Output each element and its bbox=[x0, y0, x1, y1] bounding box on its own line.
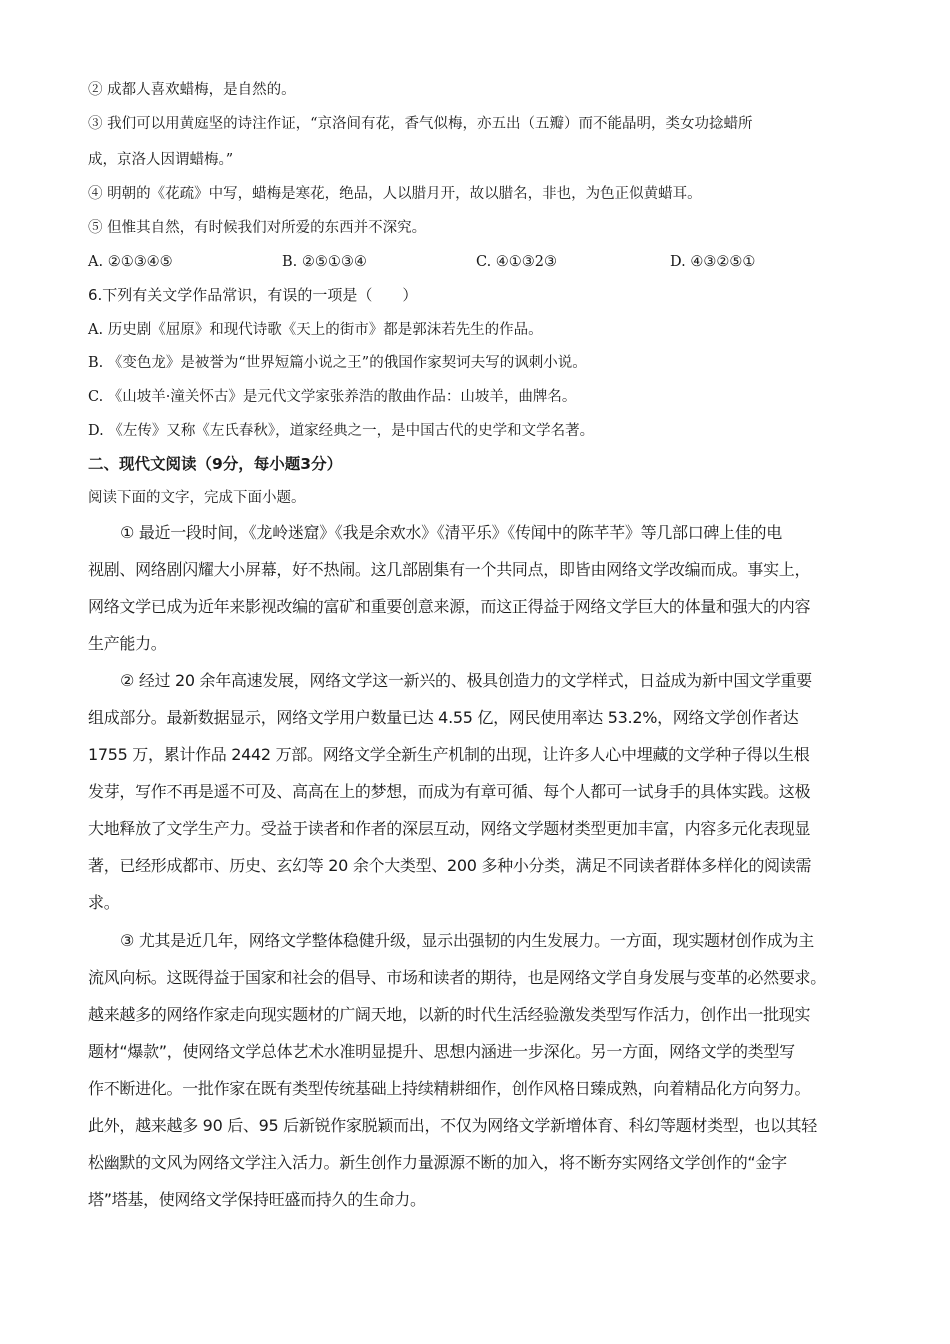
paragraph-line: 流风向标。这既得益于国家和社会的倡导、市场和读者的期待，也是网络文学自身发展与变革的必然要求。 bbox=[88, 968, 826, 987]
paragraph-line: 著，已经形成都市、历史、玄幻等 20 余个大类型、200 多种小分类，满足不同读者群体多样化的阅读需 bbox=[88, 856, 812, 875]
paragraph-line: 求。 bbox=[88, 893, 120, 912]
paragraph-line: 视剧、网络剧闪耀大小屏幕，好不热闹。这几部剧集有一个共同点，即皆由网络文学改编而成。事实上， bbox=[88, 560, 811, 579]
paragraph-line: 发芽，写作不再是遥不可及、高高在上的梦想，而成为有章可循、每个人都可一试身手的具体实践。这极 bbox=[88, 782, 811, 801]
paragraph-line: 1755 万，累计作品 2442 万部。网络文学全新生产机制的出现，让许多人心中埋藏的文学种子得以生根 bbox=[88, 745, 810, 764]
paragraph-line: 生产能力。 bbox=[88, 634, 167, 653]
reading-instruction: 阅读下面的文字，完成下面小题。 bbox=[88, 490, 306, 506]
paragraph-line: 松幽默的文风为网络文学注入活力。新生创作力量源源不断的加入，将不断夯实网络文学创作的“金字 bbox=[88, 1153, 787, 1172]
sentence-5: ⑤ 但惟其自然，有时候我们对所爱的东西并不深究。 bbox=[88, 220, 427, 236]
sentence-4: ④ 明朝的《花疏》中写，蜡梅是寒花，绝品，人以腊月开，故以腊名，非也，为色正似黄蜡耳。 bbox=[88, 186, 702, 202]
paragraph-line: 作不断进化。一批作家在既有类型传统基础上持续精耕细作，创作风格日臻成熟，向着精品化方向努力。 bbox=[88, 1079, 811, 1098]
paragraph-line: 题材“爆款”，使网络文学总体艺术水准明显提升、思想内涵进一步深化。另一方面，网络文学的类型写 bbox=[88, 1042, 795, 1061]
ordering-option-a: A. ②①③④⑤ bbox=[88, 254, 173, 270]
sentence-3: ③ 我们可以用黄庭坚的诗注作证，“京洛间有花，香气似梅，亦五出（五瓣）而不能晶明，类女功捻蜡所 bbox=[88, 116, 753, 132]
paragraph-line: 塔”塔基，使网络文学保持旺盛而持久的生命力。 bbox=[88, 1190, 426, 1209]
ordering-option-d: D. ④③②⑤① bbox=[670, 254, 756, 270]
paragraph-line: ① 最近一段时间，《龙岭迷窟》《我是余欢水》《清平乐》《传闻中的陈芊芊》等几部口碑上佳的电 bbox=[120, 523, 782, 542]
question-6-option-c: C. 《山坡羊·潼关怀古》是元代文学家张养浩的散曲作品：山坡羊，曲牌名。 bbox=[88, 389, 577, 405]
paragraph-line: 越来越多的网络作家走向现实题材的广阔天地，以新的时代生活经验激发类型写作活力，创作出一批现实 bbox=[88, 1005, 811, 1024]
question-6-stem: 6.下列有关文学作品常识，有误的一项是（ ） bbox=[88, 286, 418, 304]
question-6-option-d: D. 《左传》又称《左氏春秋》，道家经典之一，是中国古代的史学和文学名著。 bbox=[88, 423, 595, 439]
paragraph-line: 组成部分。最新数据显示，网络文学用户数量已达 4.55 亿，网民使用率达 53.2%，网络文学创作者达 bbox=[88, 708, 799, 727]
sentence-3-continued: 成，京洛人因谓蜡梅。” bbox=[88, 152, 234, 168]
sentence-2: ② 成都人喜欢蜡梅，是自然的。 bbox=[88, 82, 296, 98]
ordering-option-b: B. ②⑤①③④ bbox=[282, 254, 367, 270]
question-6-option-a: A. 历史剧《屈原》和现代诗歌《天上的街市》都是郭沫若先生的作品。 bbox=[88, 322, 543, 338]
paragraph-line: 此外，越来越多 90 后、95 后新锐作家脱颖而出，不仅为网络文学新增体育、科幻等题材类型，也以其轻 bbox=[88, 1116, 817, 1135]
paragraph-line: 网络文学已成为近年来影视改编的富矿和重要创意来源，而这正得益于网络文学巨大的体量和强大的内容 bbox=[88, 597, 811, 616]
section-heading: 二、现代文阅读（9分，每小题3分） bbox=[88, 455, 343, 473]
paragraph-line: ② 经过 20 余年高速发展，网络文学这一新兴的、极具创造力的文学样式，日益成为新中国文学重要 bbox=[120, 671, 812, 690]
question-6-option-b: B. 《变色龙》是被誉为“世界短篇小说之王”的俄国作家契诃夫写的讽刺小说。 bbox=[88, 355, 587, 371]
ordering-option-c: C. ④①③2③ bbox=[476, 254, 558, 270]
paragraph-line: 大地释放了文学生产力。受益于读者和作者的深层互动，网络文学题材类型更加丰富，内容多元化表现显 bbox=[88, 819, 811, 838]
paragraph-line: ③ 尤其是近几年，网络文学整体稳健升级，显示出强韧的内生发展力。一方面，现实题材创作成为主 bbox=[120, 931, 814, 950]
